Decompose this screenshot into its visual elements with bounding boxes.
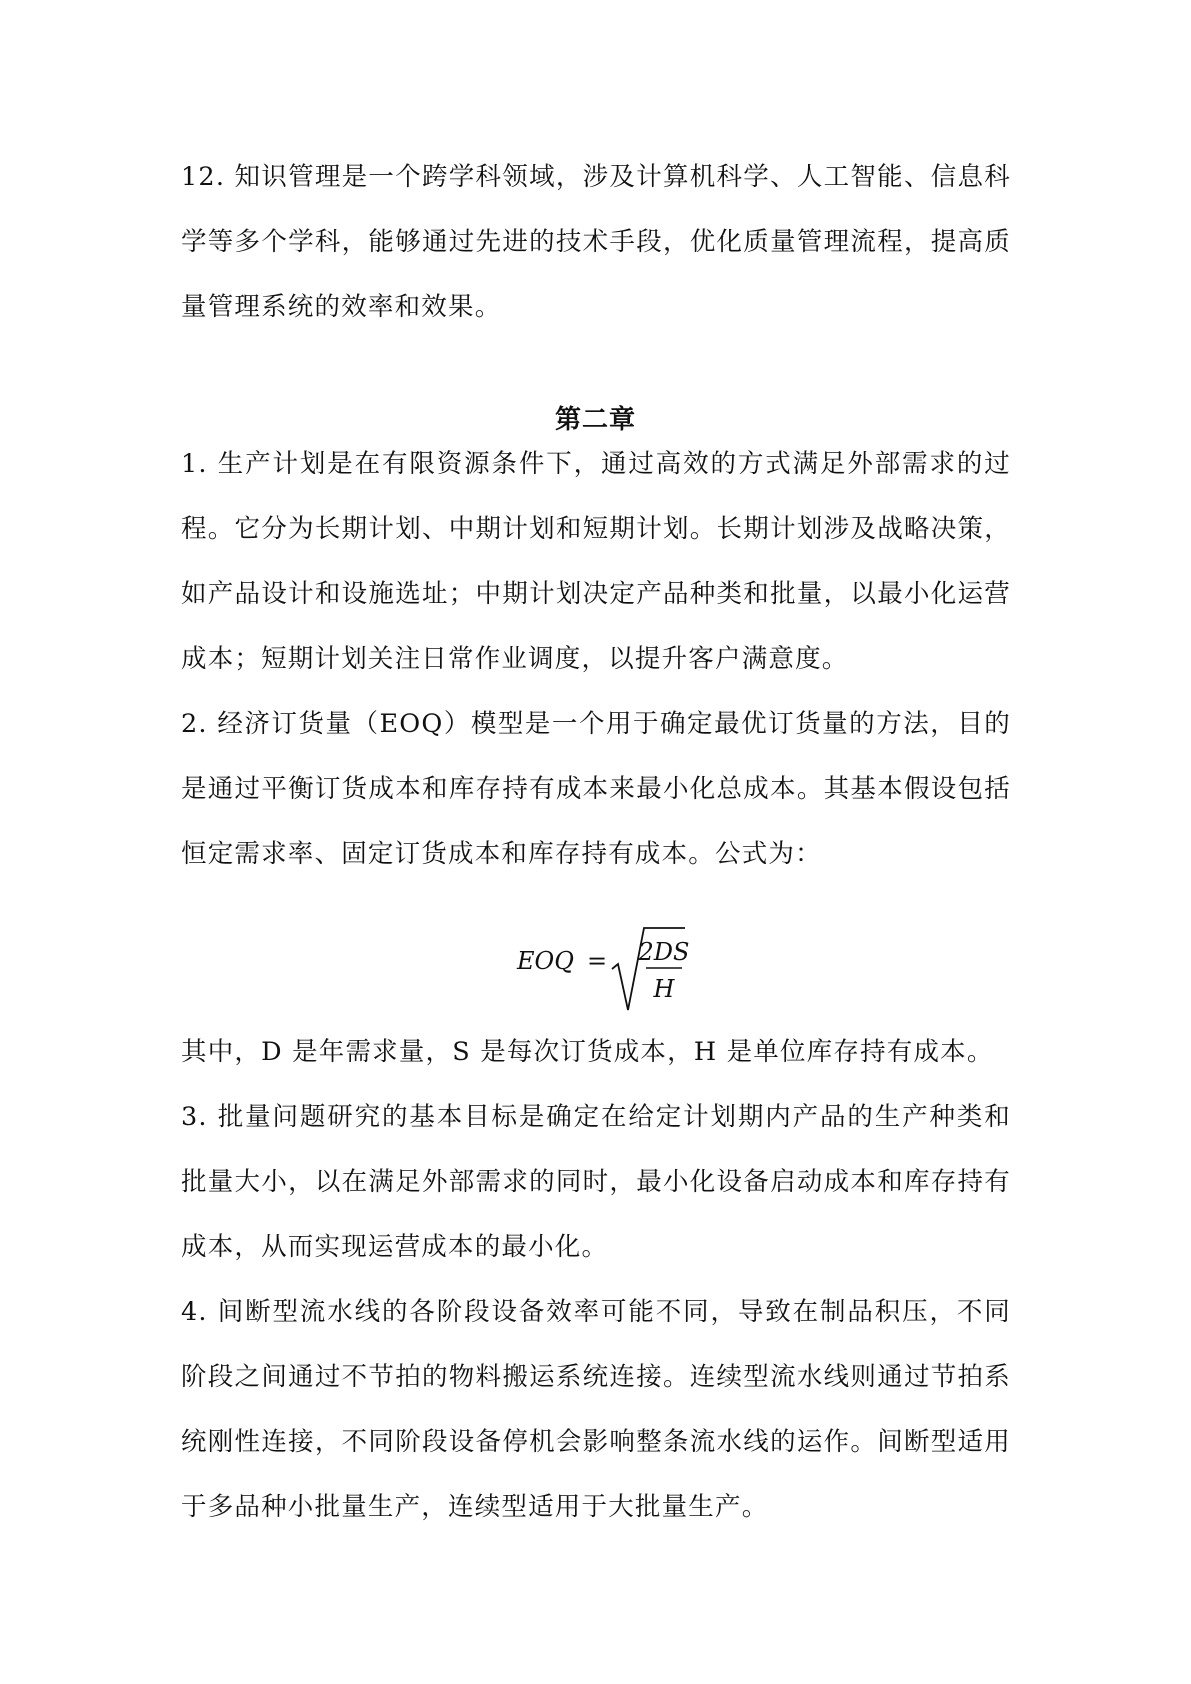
paragraph-item-2-explanation: 其中，D 是年需求量，S 是每次订货成本，H 是单位库存持有成本。 bbox=[181, 1037, 994, 1067]
formula-equals: = bbox=[587, 947, 608, 975]
formula-lhs: EOQ bbox=[517, 947, 574, 975]
paragraph-item-2: 2. 经济订货量（EOQ）模型是一个用于确定最优订货量的方法，目的是通过平衡订货成本和库存持有成本来最小化总成本。其基本假设包括恒定需求率、固定订货成本和库存持有成本。公式为： bbox=[181, 709, 1011, 869]
chapter-heading: 第二章 bbox=[554, 405, 636, 435]
formula-numerator: 2DS bbox=[638, 938, 690, 966]
eoq-formula-svg bbox=[500, 906, 700, 1016]
paragraph-item-1: 1. 生产计划是在有限资源条件下，通过高效的方式满足外部需求的过程。它分为长期计划、中期计划和短期计划。长期计划涉及战略决策，如产品设计和设施选址；中期计划决定产品种类和批量，以最小化运营成本；短期计划关注日常作业调度，以提升客户满意度。 bbox=[181, 449, 1011, 674]
eoq-formula bbox=[500, 906, 700, 1016]
paragraph-item-12: 12. 知识管理是一个跨学科领域，涉及计算机科学、人工智能、信息科学等多个学科，能够通过先进的技术手段，优化质量管理流程，提高质量管理系统的效率和效果。 bbox=[181, 162, 1011, 322]
formula-denominator: H bbox=[653, 975, 675, 1003]
paragraph-item-4: 4. 间断型流水线的各阶段设备效率可能不同，导致在制品积压，不同阶段之间通过不节拍的物料搬运系统连接。连续型流水线则通过节拍系统刚性连接，不同阶段设备停机会影响整条流水线的运作。间断型适用于多品种小批量生产，连续型适用于大批量生产。 bbox=[181, 1297, 1011, 1522]
paragraph-item-3: 3. 批量问题研究的基本目标是确定在给定计划期内产品的生产种类和批量大小，以在满足外部需求的同时，最小化设备启动成本和库存持有成本，从而实现运营成本的最小化。 bbox=[181, 1102, 1011, 1262]
